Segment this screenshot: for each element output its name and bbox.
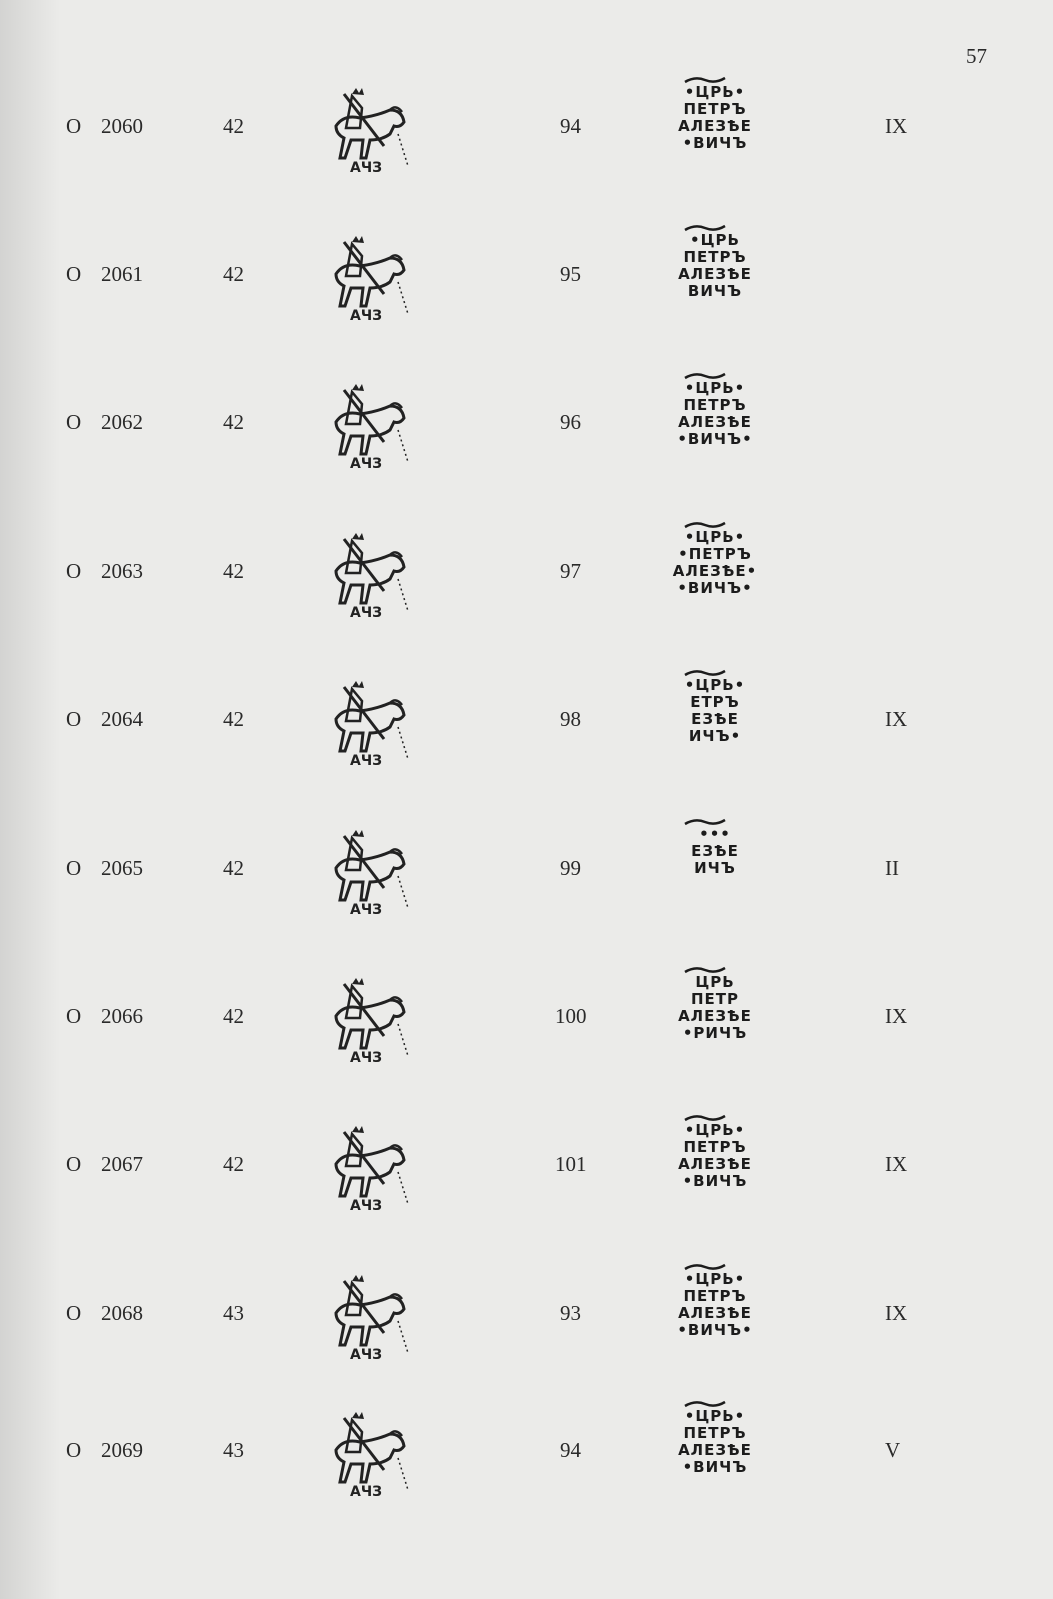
catalog-number: 2061: [101, 262, 143, 286]
legend-line: АЛЕЗѢЕ: [678, 1155, 752, 1173]
catalog-prefix: О: [66, 856, 82, 880]
svg-text:АЧЗ: АЧЗ: [350, 1347, 383, 1363]
catalog-prefix: О: [66, 707, 82, 731]
horseman-obverse-image: [322, 531, 412, 621]
catalog-number: 2062: [101, 410, 143, 434]
horseman-obverse-image: [322, 234, 412, 324]
legend-line: •РИЧЪ: [682, 1024, 748, 1042]
horseman-obverse-image: [322, 1273, 412, 1363]
legend-line: •ЦРЬ•: [684, 676, 746, 694]
legend-line: •ВИЧЪ: [682, 1172, 748, 1190]
legend-line: •ВИЧЪ•: [677, 430, 753, 448]
group-numeral: IX: [885, 1004, 908, 1028]
catalog-number: 2067: [101, 1152, 143, 1176]
reverse-legend: [665, 669, 765, 745]
legend-line: •ВИЧЪ: [682, 1458, 748, 1476]
obverse-die-number: 42: [223, 262, 244, 286]
legend-line: ПЕТРЪ: [683, 248, 747, 266]
page-number: 57: [966, 44, 987, 68]
reverse-die-number: 97: [560, 559, 581, 583]
obverse-die-number: 42: [223, 559, 244, 583]
reverse-legend: [665, 224, 765, 300]
legend-line: АЛЕЗѢЕ: [678, 1304, 752, 1322]
group-numeral: IX: [885, 707, 908, 731]
catalog-prefix: О: [66, 1152, 82, 1176]
legend-line: •••: [699, 825, 731, 843]
catalog-prefix: О: [66, 114, 82, 138]
obverse-die-number: 42: [223, 707, 244, 731]
catalog-row: [0, 669, 1053, 789]
reverse-legend: [665, 1263, 765, 1339]
reverse-legend: [665, 1114, 765, 1190]
catalog-row: [0, 818, 1053, 938]
legend-line: ИЧЪ: [694, 859, 736, 877]
legend-line: ПЕТРЪ: [683, 1424, 747, 1442]
legend-line: ПЕТР: [690, 990, 740, 1008]
reverse-die-number: 100: [555, 1004, 587, 1028]
catalog-number: 2068: [101, 1301, 143, 1325]
svg-text:АЧЗ: АЧЗ: [350, 160, 383, 176]
reverse-die-number: 95: [560, 262, 581, 286]
group-numeral: V: [885, 1438, 901, 1462]
legend-line: •ЦРЬ•: [684, 1407, 746, 1425]
svg-text:АЧЗ: АЧЗ: [350, 1484, 383, 1500]
obverse-die-number: 42: [223, 1004, 244, 1028]
horseman-obverse-image: [322, 828, 412, 918]
legend-line: •ЦРЬ•: [684, 1121, 746, 1139]
catalog-prefix: О: [66, 1438, 82, 1462]
catalog-prefix: О: [66, 410, 82, 434]
legend-line: АЛЕЗѢЕ•: [672, 562, 758, 580]
catalog-row: [0, 372, 1053, 492]
legend-line: •ЦРЬ•: [684, 1270, 746, 1288]
reverse-die-number: 99: [560, 856, 581, 880]
catalog-prefix: О: [66, 559, 82, 583]
legend-line: •ВИЧЪ•: [677, 579, 753, 597]
catalog-row: [0, 1400, 1053, 1520]
legend-line: АЛЕЗѢЕ: [678, 1007, 752, 1025]
legend-line: •ВИЧЪ•: [677, 1321, 753, 1339]
legend-line: ПЕТРЪ: [683, 1138, 747, 1156]
legend-line: ИЧЪ•: [688, 727, 742, 745]
catalog-row: [0, 76, 1053, 196]
legend-line: АЛЕЗѢЕ: [678, 117, 752, 135]
catalog-prefix: О: [66, 1004, 82, 1028]
legend-line: ЕТРЪ: [690, 693, 740, 711]
reverse-legend: [665, 1400, 765, 1476]
svg-text:АЧЗ: АЧЗ: [350, 605, 383, 621]
catalog-number: 2065: [101, 856, 143, 880]
horseman-obverse-image: [322, 976, 412, 1066]
reverse-legend: [665, 966, 765, 1042]
obverse-die-number: 42: [223, 856, 244, 880]
catalog-prefix: О: [66, 1301, 82, 1325]
legend-line: ЕЗѢЕ: [691, 710, 739, 728]
legend-line: ЦРЬ: [695, 973, 735, 991]
group-numeral: IX: [885, 1152, 908, 1176]
svg-text:АЧЗ: АЧЗ: [350, 456, 383, 472]
svg-text:АЧЗ: АЧЗ: [350, 902, 383, 918]
obverse-die-number: 42: [223, 114, 244, 138]
legend-line: •ВИЧЪ: [682, 134, 748, 152]
svg-text:АЧЗ: АЧЗ: [350, 1198, 383, 1214]
group-numeral: II: [885, 856, 899, 880]
catalog-row: [0, 1114, 1053, 1234]
catalog-number: 2063: [101, 559, 143, 583]
legend-line: •ЦРЬ•: [684, 379, 746, 397]
reverse-legend: [665, 521, 765, 597]
catalog-row: [0, 966, 1053, 1086]
legend-line: ПЕТРЪ: [683, 1287, 747, 1305]
reverse-die-number: 98: [560, 707, 581, 731]
legend-line: АЛЕЗѢЕ: [678, 265, 752, 283]
obverse-die-number: 43: [223, 1301, 244, 1325]
svg-text:АЧЗ: АЧЗ: [350, 1050, 383, 1066]
group-numeral: IX: [885, 1301, 908, 1325]
obverse-die-number: 42: [223, 410, 244, 434]
horseman-obverse-image: [322, 382, 412, 472]
legend-line: ПЕТРЪ: [683, 100, 747, 118]
obverse-die-number: 43: [223, 1438, 244, 1462]
obverse-die-number: 42: [223, 1152, 244, 1176]
legend-line: АЛЕЗѢЕ: [678, 413, 752, 431]
legend-line: •ПЕТРЪ: [678, 545, 752, 563]
legend-line: •ЦРЬ: [690, 231, 740, 249]
reverse-die-number: 93: [560, 1301, 581, 1325]
reverse-die-number: 96: [560, 410, 581, 434]
reverse-die-number: 94: [560, 114, 581, 138]
catalog-row: [0, 224, 1053, 344]
reverse-die-number: 101: [555, 1152, 587, 1176]
catalog-row: [0, 1263, 1053, 1383]
svg-text:АЧЗ: АЧЗ: [350, 753, 383, 769]
catalog-prefix: О: [66, 262, 82, 286]
catalog-number: 2066: [101, 1004, 143, 1028]
horseman-obverse-image: [322, 86, 412, 176]
catalog-row: [0, 521, 1053, 641]
group-numeral: IX: [885, 114, 908, 138]
legend-line: АЛЕЗѢЕ: [678, 1441, 752, 1459]
horseman-obverse-image: [322, 1410, 412, 1500]
legend-line: •ЦРЬ•: [684, 83, 746, 101]
horseman-obverse-image: [322, 679, 412, 769]
catalog-number: 2060: [101, 114, 143, 138]
svg-text:АЧЗ: АЧЗ: [350, 308, 383, 324]
reverse-legend: [665, 76, 765, 152]
legend-line: ПЕТРЪ: [683, 396, 747, 414]
reverse-legend: [665, 372, 765, 448]
reverse-legend: [665, 818, 765, 877]
horseman-obverse-image: [322, 1124, 412, 1214]
reverse-die-number: 94: [560, 1438, 581, 1462]
legend-line: ВИЧЪ: [687, 282, 743, 300]
legend-line: ЕЗѢЕ: [691, 842, 739, 860]
legend-line: •ЦРЬ•: [684, 528, 746, 546]
catalog-number: 2064: [101, 707, 143, 731]
catalog-number: 2069: [101, 1438, 143, 1462]
